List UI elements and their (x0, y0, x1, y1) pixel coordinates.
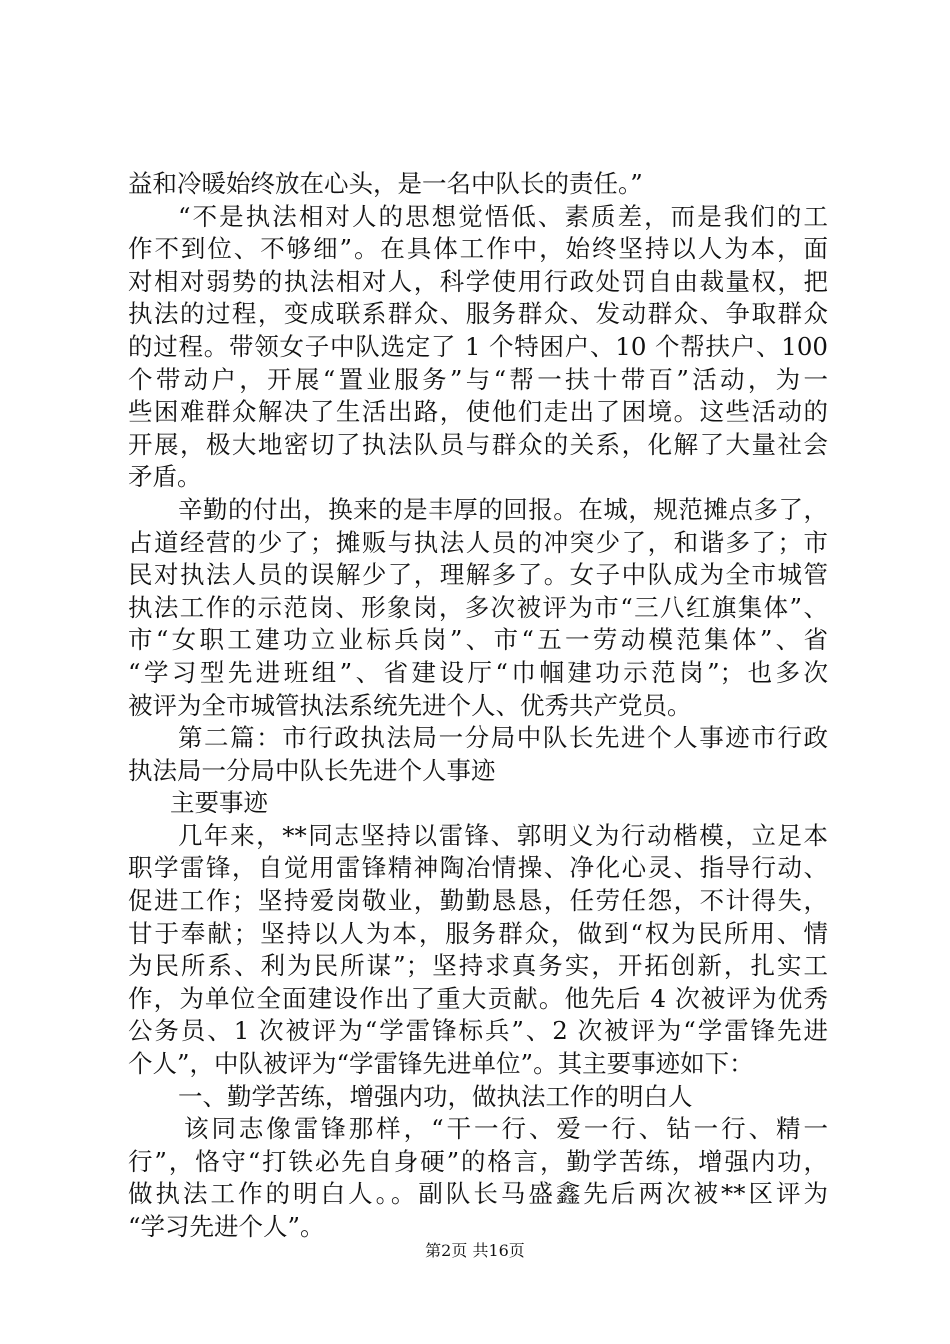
paragraph-line: 辛勤的付出，换来的是丰厚的回报。在城，规范摊点多了， (178, 494, 828, 524)
paragraph-line: 个带动户，开展“置业服务”与“帮一扶十带百”活动，为一 (128, 364, 828, 394)
paragraph-line: 为民所系、利为民所谋”；坚持求真务实，开拓创新，扎实工 (128, 951, 828, 981)
paragraph-line: 做执法工作的明白人。。副队长马盛鑫先后两次被**区评为 (128, 1179, 828, 1209)
subsection-heading: 一、勤学苦练，增强内功，做执法工作的明白人 (178, 1081, 693, 1111)
paragraph-line: 市“女职工建功立业标兵岗”、市“五一劳动模范集体”、省 (128, 625, 828, 655)
paragraph-line: 占道经营的少了；摊贩与执法人员的冲突少了，和谐多了；市 (128, 527, 828, 557)
paragraph-line: 对相对弱势的执法相对人，科学使用行政处罚自由裁量权，把 (128, 266, 828, 296)
paragraph-line: 些困难群众解决了生活出路，使他们走出了困境。这些活动的 (128, 397, 828, 427)
paragraph-line: 的过程。带领女子中队选定了 1 个特困户、10 个帮扶户、100 (128, 331, 828, 361)
paragraph-line: 被评为全市城管执法系统先进个人、优秀共产党员。 (128, 690, 692, 720)
subheading: 主要事迹 (170, 788, 268, 818)
paragraph-line: 个人”，中队被评为“学雷锋先进单位”。其主要事迹如下： (128, 1049, 754, 1079)
paragraph-line: 作不到位、不够细”。在具体工作中，始终坚持以人为本，面 (128, 234, 828, 264)
paragraph-line: 行”，恪守“打铁必先自身硬”的格言，勤学苦练，增强内功， (128, 1146, 828, 1176)
paragraph-line: 矛盾。 (128, 462, 202, 492)
page-number-footer: 第2页 共16页 (425, 1241, 525, 1260)
section-heading-line: 执法局一分局中队长先进个人事迹 (128, 755, 496, 785)
document-body (128, 168, 828, 1244)
paragraph-line: “学习先进个人”。 (128, 1212, 325, 1241)
paragraph-line: 执法工作的示范岗、形象岗，多次被评为市“三八红旗集体”、 (128, 592, 828, 622)
section-heading-line: 第二篇：市行政执法局一分局中队长先进个人事迹市行政 (178, 723, 828, 753)
paragraph-line: 公务员、1 次被评为“学雷锋标兵”、2 次被评为“学雷锋先进 (128, 1016, 828, 1046)
paragraph-line: 益和冷暖始终放在心头，是一名中队长的责任。” (128, 169, 643, 198)
paragraph-line: 职学雷锋，自觉用雷锋精神陶冶情操、净化心灵、指导行动、 (128, 853, 828, 883)
paragraph-line: 甘于奉献；坚持以人为本，服务群众，做到“权为民所用、情 (128, 918, 828, 948)
paragraph-line: “不是执法相对人的思想觉悟低、素质差，而是我们的工 (178, 201, 828, 231)
paragraph-line: 开展，极大地密切了执法队员与群众的关系，化解了大量社会 (128, 429, 828, 459)
paragraph-line: 促进工作；坚持爱岗敬业，勤勤恳恳，任劳任怨，不计得失， (128, 886, 828, 916)
paragraph-line: 作，为单位全面建设作出了重大贡献。他先后 4 次被评为优秀 (128, 983, 828, 1013)
paragraph-line: 民对执法人员的误解少了，理解多了。女子中队成为全市城管 (128, 560, 828, 590)
paragraph-line: “学习型先进班组”、省建设厅“巾帼建功示范岗”；也多次 (128, 657, 828, 687)
paragraph-line: 几年来，**同志坚持以雷锋、郭明义为行动楷模，立足本 (178, 820, 828, 850)
paragraph-line: 该同志像雷锋那样，“干一行、爱一行、钻一行、精一 (184, 1114, 828, 1144)
paragraph-line: 执法的过程，变成联系群众、服务群众、发动群众、争取群众 (128, 299, 828, 329)
